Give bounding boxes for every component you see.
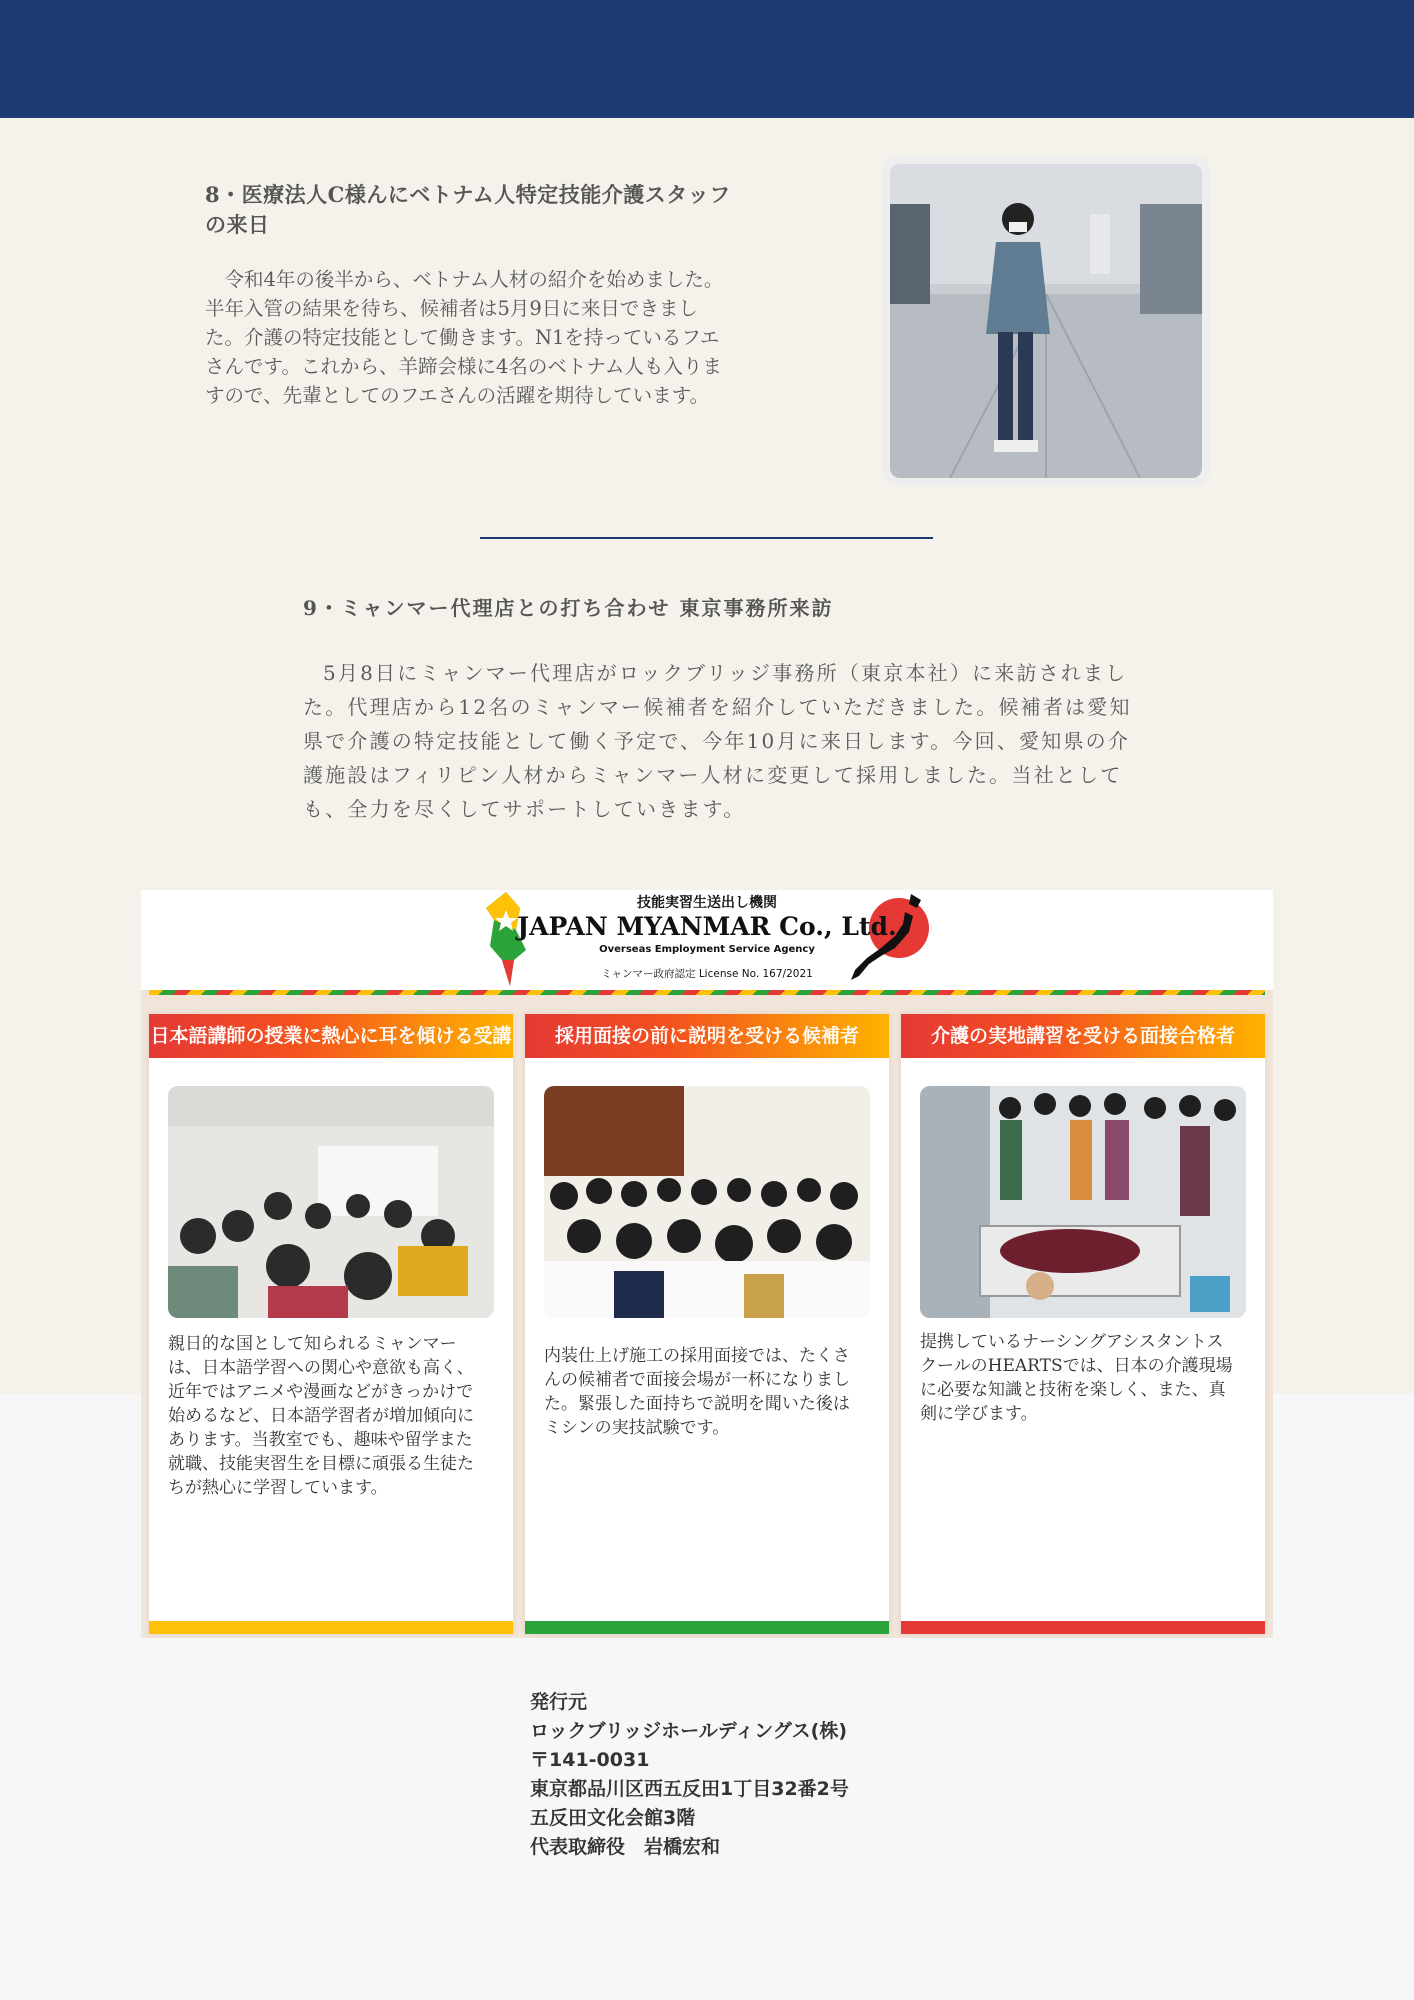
section9-body: 5月8日にミャンマー代理店がロックブリッジ事務所（東京本社）に来訪されました。代理店から12名のミャンマー候補者を紹介していただきました。候補者は愛知県で介護の特定技能として働く予定で、今年10月に来日します。今回、愛知県の介護施設はフィリピン人材からミャンマー人材に変更して採用しました。当社としても、全力を尽くしてサポートしていきます。 [303,661,1132,821]
nursing-training-photo-image [920,1086,1246,1318]
japan-myanmar-flyer [141,890,1273,1638]
card-footer-bar [525,1621,889,1634]
flyer-logo [141,890,1273,990]
publisher-label: 発行元 [530,1691,588,1713]
flyer-card-language-class [149,1014,513,1634]
card-heading: 介護の実地講習を受ける面接合格者 [901,1014,1265,1058]
airport-photo [882,156,1210,486]
publisher-address1: 東京都品川区西五反田1丁目32番2号 [530,1778,849,1800]
flyer-stripe [149,990,1265,995]
flyer-tagline: Overseas Employment Service Agency [599,944,815,955]
flyer-license: ミャンマー政府認定 License No. 167/2021 [601,968,813,980]
section8-body: 令和4年の後半から、ベトナム人材の紹介を始めました。半年入管の結果を待ち、候補者は5月9日に来日できました。介護の特定技能として働きます。N1を持っているフエさんです。これから、羊蹄会様に4名のベトナム人も入りますので、先輩としてのフエさんの活躍を期待しています。 [205,268,724,407]
flyer-card-nursing-training [901,1014,1265,1634]
publisher-ceo: 代表取締役 岩橋宏和 [530,1836,721,1858]
candidates-photo-image [544,1086,870,1318]
publisher-info [530,1688,849,1862]
card-heading: 採用面接の前に説明を受ける候補者 [525,1014,889,1058]
card-text: 内装仕上げ施工の採用面接では、たくさんの候補者で面接会場が一杯になりました。緊張した面持ちで説明を聞いた後はミシンの実技試験です。 [544,1346,850,1438]
section8-title: 8・医療法人C様んにベトナム人特定技能介護スタッフの来日 [205,182,731,237]
card-footer-bar [901,1621,1265,1634]
section-divider [480,537,933,539]
candidates-photo [544,1086,870,1318]
nursing-training-photo [920,1086,1246,1318]
card-text: 親日的な国として知られるミャンマーは、日本語学習への関心や意欲も高く、近年ではアニメや漫画などがきっかけで始めるなど、日本語学習者が増加傾向にあります。当教室でも、趣味や留学また就職、技能実習生を目標に頑張る生徒たちが熱心に学習しています。 [168,1334,474,1498]
airport-photo-image [890,164,1202,478]
header-band [0,0,1414,118]
flyer-header-top: 技能実習生送出し機関 [637,895,777,911]
card-text: 提携しているナーシングアシスタントスクールのHEARTSでは、日本の介護現場に必要な知識と技術を楽しく、また、真剣に学びます。 [920,1332,1233,1424]
flyer-company-name: JAPAN MYANMAR Co., Ltd. [517,912,897,941]
publisher-postal: 〒141-0031 [530,1749,650,1771]
publisher-address2: 五反田文化会館3階 [530,1807,696,1829]
card-footer-bar [149,1621,513,1634]
classroom-photo-image [168,1086,494,1318]
card-heading: 日本語講師の授業に熱心に耳を傾ける受講 [149,1014,513,1058]
section9-title: 9・ミャンマー代理店との打ち合わせ 東京事務所来訪 [303,596,834,620]
flyer-card-interview [525,1014,889,1634]
publisher-company: ロックブリッジホールディングス(株) [530,1720,847,1742]
classroom-photo [168,1086,494,1318]
